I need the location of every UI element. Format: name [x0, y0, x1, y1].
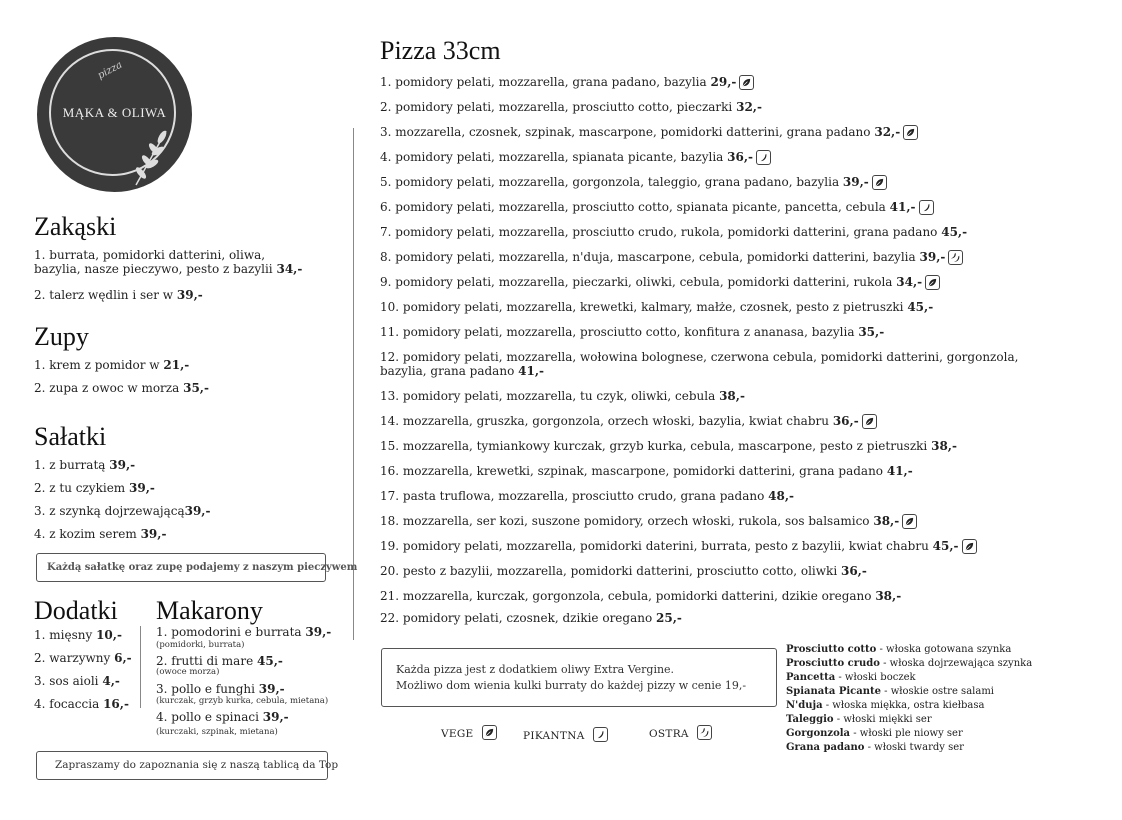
dodatki-makarony-divider: [140, 626, 141, 708]
leaf-icon: [962, 539, 977, 554]
pizza-item: 12. pomidory pelati, mozzarella, wołowina bolognese, czerwona cebula, pomidorki datterini, gorgonzola, bazylia, grana padano 41,-: [380, 350, 1019, 378]
pizza-price: 38,-: [931, 439, 957, 453]
invite-text: Zapraszamy do zapoznania się z naszą tablicą da Top: [55, 759, 339, 771]
pizza-item: 7. pomidory pelati, mozzarella, prosciutto crudo, rukola, pomidorki datterini, grana padano 45,-: [380, 225, 968, 239]
glossary-item: Gorgonzola - włoski ple niowy ser: [786, 728, 963, 739]
pizza-price: 41,-: [889, 200, 916, 214]
menu-item: 3. z szynką dojrzewającą39,-: [34, 504, 211, 518]
section-title-pizza: Pizza 33cm: [380, 36, 501, 65]
legend-label: VEGE: [441, 728, 474, 740]
pizza-price: 39,-: [919, 250, 946, 264]
logo-brand: MĄKA & OLIWA: [62, 105, 167, 120]
pizza-price: 38,-: [875, 589, 902, 603]
olive-branch-icon: [132, 127, 172, 187]
double-chili-icon: [948, 250, 963, 265]
menu-item: 1. burrata, pomidorki datterini, oliwa, bazylia, nasze pieczywo, pesto z bazylii 34,-: [34, 248, 303, 276]
menu-item: 2. frutti di mare 45,-: [156, 654, 283, 668]
legend-label: PIKANTNA: [523, 730, 585, 742]
leaf-icon: [925, 275, 940, 290]
pizza-item: 4. pomidory pelati, mozzarella, spianata picante, bazylia 36,-: [380, 150, 771, 165]
chili-icon: [756, 150, 771, 165]
glossary-item: Grana padano - włoski twardy ser: [786, 742, 964, 753]
menu-item: 3. pollo e funghi 39,-: [156, 682, 285, 696]
pizza-price: 39,-: [842, 175, 869, 189]
pizza-item: 16. mozzarella, krewetki, szpinak, mascarpone, pomidorki datterini, grana padano 41,-: [380, 464, 913, 478]
pizza-item: 18. mozzarella, ser kozi, suszone pomidory, orzech włoski, rukola, sos balsamico 38,-: [380, 514, 917, 529]
pizza-item: 22. pomidory pelati, czosnek, dzikie oregano 25,-: [380, 611, 682, 625]
pizza-price: 25,-: [656, 611, 682, 625]
menu-item: 1. mięsny 10,-: [34, 628, 122, 642]
leaf-icon: [862, 414, 877, 429]
glossary-item: Pancetta - włoski boczek: [786, 672, 916, 683]
section-title-zakaski: Zakąski: [34, 212, 117, 241]
pizza-price: 45,-: [907, 300, 934, 314]
pizza-note-box: [381, 648, 777, 707]
pizza-item: 13. pomidory pelati, mozzarella, tu czyk, oliwki, cebula 38,-: [380, 389, 745, 403]
salad-note: Każdą sałatkę oraz zupę podajemy z naszym pieczywem: [47, 562, 358, 573]
menu-item: 4. pollo e spinaci 39,-: [156, 710, 289, 724]
glossary-item: Spianata Picante - włoskie ostre salami: [786, 686, 994, 697]
legend-ostra: [649, 722, 712, 741]
pizza-item: 20. pesto z bazylii, mozzarella, pomidorki datterini, prosciutto cotto, oliwki 36,-: [380, 564, 867, 578]
section-title-salatki: Sałatki: [34, 422, 107, 451]
section-title-dodatki: Dodatki: [34, 596, 118, 625]
pizza-item: 21. mozzarella, kurczak, gorgonzola, cebula, pomidorki datterini, dzikie oregano 38,-: [380, 589, 902, 603]
legend-vege: [441, 722, 497, 741]
leaf-icon: [482, 725, 497, 740]
pizza-price: 38,-: [719, 389, 745, 403]
logo-top-word: pizza: [95, 59, 125, 82]
glossary-item: Prosciutto crudo - włoska dojrzewająca szynka: [786, 658, 1033, 669]
menu-item: 4. focaccia 16,-: [34, 697, 129, 711]
pizza-item: 9. pomidory pelati, mozzarella, pieczarki, oliwki, cebula, pomidorki datterini, rukola 34,-: [380, 275, 940, 290]
pizza-item: 11. pomidory pelati, mozzarella, prosciutto cotto, konfitura z ananasa, bazylia 35,-: [380, 325, 885, 339]
menu-item: 2. warzywny 6,-: [34, 651, 132, 665]
section-title-zupy: Zupy: [34, 322, 89, 351]
pizza-item: 3. mozzarella, czosnek, szpinak, mascarpone, pomidorki datterini, grana padano 32,-: [380, 125, 918, 140]
pizza-item: 8. pomidory pelati, mozzarella, n'duja, mascarpone, cebula, pomidorki datterini, bazylia 39,-: [380, 250, 963, 265]
invite-box: [36, 751, 339, 780]
menu-item-ingredients: (owoce morza): [156, 667, 220, 677]
pizza-note-line1: Każda pizza jest z dodatkiem oliwy Extra Vergine.: [396, 663, 675, 676]
pizza-price: 35,-: [858, 325, 885, 339]
menu-item: 4. z kozim serem 39,-: [34, 527, 167, 541]
pizza-item: 17. pasta truflowa, mozzarella, prosciutto crudo, grana padano 48,-: [380, 489, 795, 503]
pizza-price: 36,-: [840, 564, 867, 578]
logo: [37, 37, 192, 192]
pizza-price: 41,-: [518, 364, 544, 378]
menu-item-ingredients: (kurczak, grzyb kurka, cebula, mietana): [156, 696, 329, 706]
menu-item: 1. krem z pomidor w 21,-: [34, 358, 190, 372]
leaf-icon: [902, 514, 917, 529]
menu-item: 3. sos aioli 4,-: [34, 674, 120, 688]
menu-item: 1. z burratą 39,-: [34, 458, 136, 472]
pizza-price: 36,-: [832, 414, 859, 428]
pizza-price: 41,-: [886, 464, 913, 478]
menu-item: 2. z tu czykiem 39,-: [34, 481, 155, 495]
pizza-price: 32,-: [736, 100, 762, 114]
menu-item-ingredients: (kurczaki, szpinak, mietana): [156, 727, 278, 737]
salad-note-box: [36, 553, 358, 582]
double-chili-icon: [697, 725, 712, 740]
glossary-item: Prosciutto cotto - włoska gotowana szynka: [786, 644, 1012, 655]
pizza-item: 19. pomidory pelati, mozzarella, pomidorki daterini, burrata, pesto z bazylii, kwiat chabru 45,-: [380, 539, 977, 554]
pizza-price: 45,-: [941, 225, 968, 239]
menu-item: 2. zupa z owoc w morza 35,-: [34, 381, 209, 395]
pizza-price: 34,-: [896, 275, 923, 289]
pizza-item: 15. mozzarella, tymiankowy kurczak, grzyb kurka, cebula, mascarpone, pesto z pietruszki 38,-: [380, 439, 957, 453]
pizza-price: 38,-: [873, 514, 900, 528]
pizza-item: 6. pomidory pelati, mozzarella, prosciutto cotto, spianata picante, pancetta, cebula 41,-: [380, 200, 934, 215]
pizza-price: 32,-: [874, 125, 901, 139]
pizza-note-line2: Możliwo dom wienia kulki burraty do każdej pizzy w cenie 19,-: [396, 679, 747, 692]
legend-label: OSTRA: [649, 728, 689, 740]
leaf-icon: [739, 75, 754, 90]
glossary: [786, 643, 1032, 755]
section-title-makarony: Makarony: [156, 596, 263, 625]
glossary-item: Taleggio - włoski miękki ser: [786, 714, 932, 725]
menu-item: 1. pomodorini e burrata 39,-: [156, 625, 332, 639]
pizza-item: 2. pomidory pelati, mozzarella, prosciutto cotto, pieczarki 32,-: [380, 100, 762, 114]
chili-icon: [593, 727, 608, 742]
menu-item-ingredients: (pomidorki, burrata): [156, 640, 245, 650]
legend-pikantna: [523, 724, 608, 743]
menu-item: 2. talerz wędlin i ser w 39,-: [34, 288, 203, 302]
pizza-price: 48,-: [768, 489, 795, 503]
leaf-icon: [872, 175, 887, 190]
pizza-item: 14. mozzarella, gruszka, gorgonzola, orzech włoski, bazylia, kwiat chabru 36,-: [380, 414, 877, 429]
glossary-item: N'duja - włoska miękka, ostra kiełbasa: [786, 700, 985, 711]
pizza-item: 5. pomidory pelati, mozzarella, gorgonzola, taleggio, grana padano, bazylia 39,-: [380, 175, 887, 190]
chili-icon: [919, 200, 934, 215]
pizza-item: 1. pomidory pelati, mozzarella, grana padano, bazylia 29,-: [380, 75, 754, 90]
pizza-price: 45,-: [932, 539, 959, 553]
leaf-icon: [903, 125, 918, 140]
pizza-price: 36,-: [727, 150, 754, 164]
pizza-price: 29,-: [710, 75, 737, 89]
pizza-item: 10. pomidory pelati, mozzarella, krewetki, kalmary, małże, czosnek, pesto z pietruszki 45,-: [380, 300, 934, 314]
